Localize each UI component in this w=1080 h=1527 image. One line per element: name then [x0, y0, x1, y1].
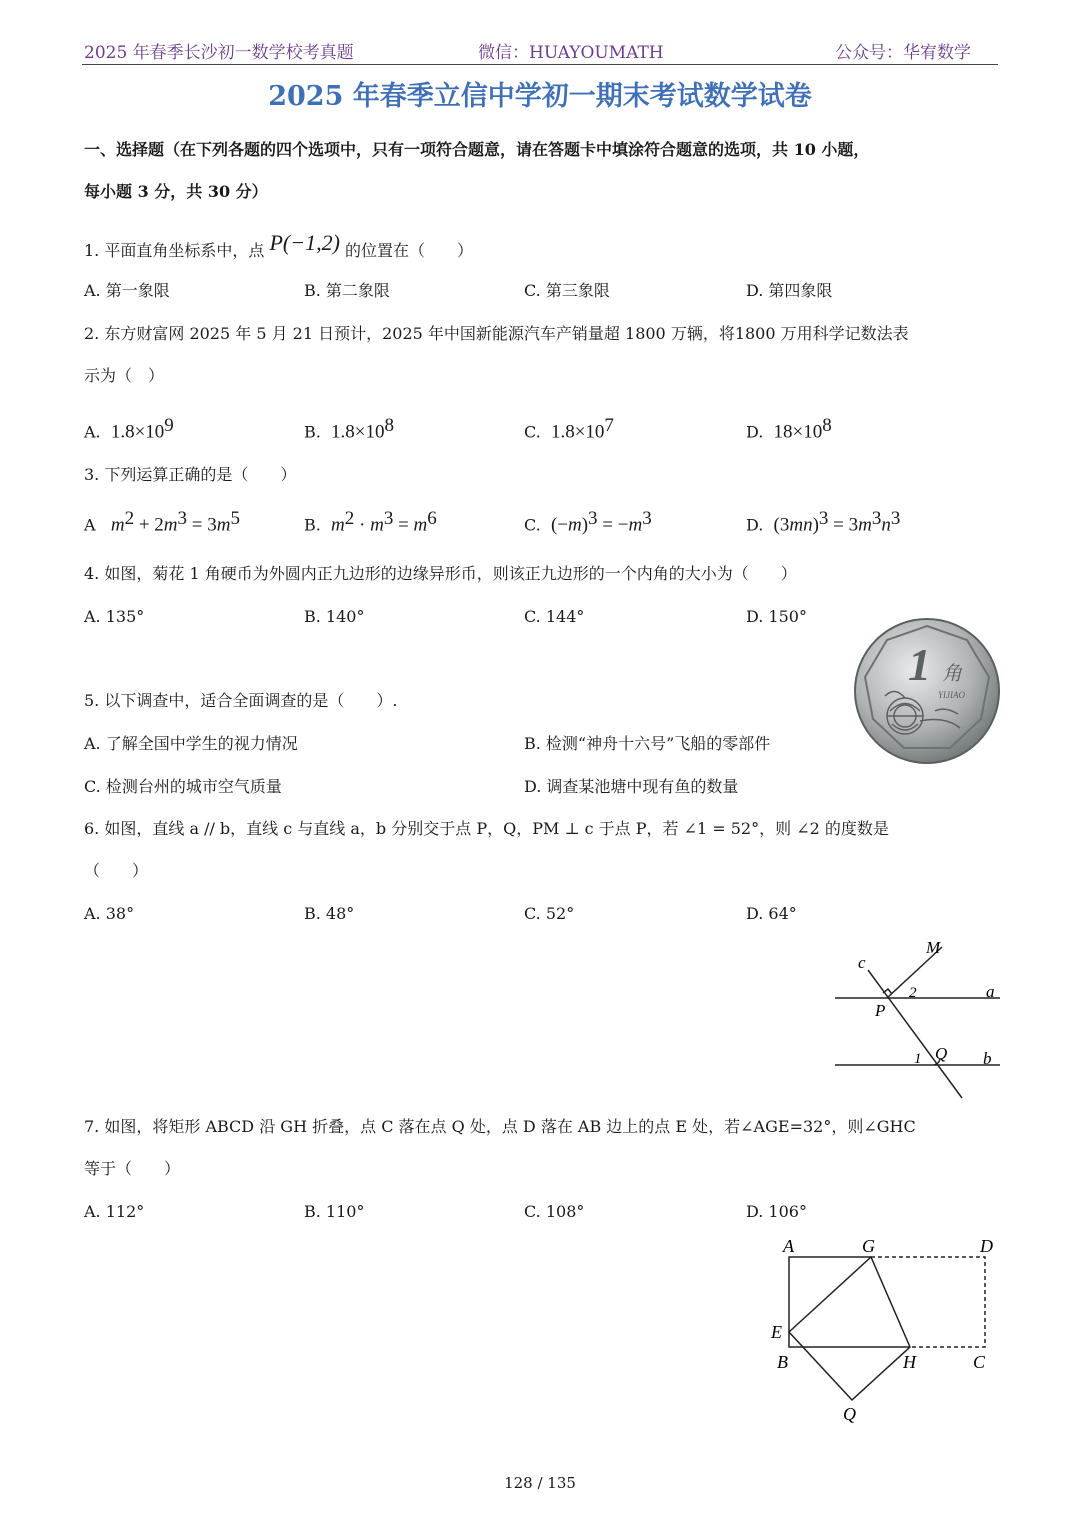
q5-option-c: C. 检测台州的城市空气质量	[84, 777, 282, 796]
q6-option-a: A. 38°	[84, 904, 135, 923]
section-heading-line1: 一、选择题（在下列各题的四个选项中，只有一项符合题意，请在答题卡中填涂符合题意的选项，共 10 小题，	[84, 140, 870, 159]
q5-option-d: D. 调查某池塘中现有鱼的数量	[524, 777, 739, 796]
header-center: 微信：HUAYOUMATH	[478, 43, 664, 63]
question-7-line1: 7. 如图，将矩形 ABCD 沿 GH 折叠，点 C 落在点 Q 处，点 D 落在 AB 边上的点 E 处，若∠AGE=32°，则∠GHC	[84, 1117, 916, 1136]
q7-option-a: A. 112°	[84, 1202, 145, 1221]
label-angle-2: 2	[909, 985, 917, 1001]
question-2-line2: 示为（ ）	[84, 366, 165, 385]
q1-suffix: 的位置在（ ）	[344, 241, 473, 260]
q5-option-a: A. 了解全国中学生的视力情况	[84, 734, 298, 753]
q2-option-c: C. $1.8\times 10^7$	[524, 415, 614, 443]
question-1	[84, 230, 1000, 262]
label-m: M	[926, 938, 941, 957]
q2-option-b: B. $1.8\times 10^8$	[304, 415, 394, 443]
label-G: G	[862, 1236, 875, 1256]
q7-figure	[765, 1232, 1005, 1432]
question-4: 4. 如图，菊花 1 角硬币为外圆内正九边形的边缘异形币，则该正九边形的一个内角的大小为（ ）	[84, 564, 797, 583]
header-left: 2025 年春季长沙初一数学校考真题	[84, 43, 354, 63]
question-6-line2: （ ）	[84, 861, 149, 880]
q1-prefix: 1. 平面直角坐标系中，点	[84, 241, 265, 260]
header-divider	[82, 64, 998, 65]
q1-option-b: B. 第二象限	[304, 281, 390, 300]
label-D: D	[980, 1236, 993, 1256]
q1-option-a: A. 第一象限	[84, 281, 170, 300]
label-angle-1: 1	[914, 1051, 922, 1067]
label-b: b	[983, 1049, 992, 1068]
header-right: 公众号：华宥数学	[835, 43, 971, 63]
label-c: c	[858, 953, 866, 972]
q4-option-b: B. 140°	[304, 607, 365, 626]
page-number: 128 / 135	[504, 1474, 576, 1492]
q6-figure	[830, 935, 1005, 1105]
q3-option-a: A $m^2 + 2m^3 = 3m^5$	[84, 508, 240, 536]
rectangle-dashed-part	[871, 1257, 985, 1347]
q6-option-c: C. 52°	[524, 904, 575, 923]
label-Q: Q	[843, 1404, 856, 1424]
q4-option-c: C. 144°	[524, 607, 585, 626]
question-5: 5. 以下调查中，适合全面调查的是（ ）.	[84, 691, 398, 710]
folded-quadrilateral	[789, 1257, 910, 1400]
q6-option-b: B. 48°	[304, 904, 355, 923]
coin-pinyin: YIJIAO	[938, 690, 965, 700]
coin-character: 角	[942, 663, 962, 685]
q1-option-d: D. 第四象限	[746, 281, 833, 300]
q3-option-b: B. $m^2 \cdot m^3 = m^6$	[304, 508, 437, 536]
label-E: E	[771, 1322, 782, 1342]
q6-option-d: D. 64°	[746, 904, 797, 923]
page-title: 2025 年春季立信中学初一期末考试数学试卷	[268, 81, 812, 112]
q3-option-c: C. $(-m)^3 = -m^3$	[524, 508, 652, 536]
q1-point-expr: P(−1,2)	[269, 230, 340, 255]
section-heading-line2: 每小题 3 分，共 30 分）	[84, 182, 268, 201]
q4-option-d: D. 150°	[746, 607, 807, 626]
q3-option-d: D. $(3mn)^3 = 3m^3n^3$	[746, 508, 901, 536]
coin-numeral: 1	[908, 639, 931, 690]
question-2-line1: 2. 东方财富网 2025 年 5 月 21 日预计，2025 年中国新能源汽车产销量超 1800 万辆，将1800 万用科学记数法表	[84, 324, 909, 343]
question-6-line1: 6. 如图，直线 a // b，直线 c 与直线 a，b 分别交于点 P，Q，PM ⊥ c 于点 P，若 ∠1 = 52°，则 ∠2 的度数是	[84, 819, 889, 838]
q5-option-b: B. 检测“神舟十六号”飞船的零部件	[524, 734, 771, 753]
question-3: 3. 下列运算正确的是（ ）	[84, 465, 297, 484]
rectangle-solid-part	[789, 1257, 871, 1347]
q2-option-d: D. $18\times 10^8$	[746, 415, 832, 443]
q7-option-c: C. 108°	[524, 1202, 585, 1221]
label-A: A	[783, 1236, 794, 1256]
label-p: P	[875, 1001, 886, 1020]
q4-option-a: A. 135°	[84, 607, 145, 626]
q2-option-a: A. $1.8\times 10^9$	[84, 415, 174, 443]
label-H: H	[903, 1352, 916, 1372]
question-7-line2: 等于（ ）	[84, 1159, 181, 1178]
q1-option-c: C. 第三象限	[524, 281, 610, 300]
q7-option-b: B. 110°	[304, 1202, 365, 1221]
label-a: a	[986, 982, 995, 1001]
label-C: C	[973, 1352, 986, 1372]
q7-option-d: D. 106°	[746, 1202, 807, 1221]
label-B: B	[777, 1352, 788, 1372]
label-q: Q	[935, 1044, 948, 1063]
